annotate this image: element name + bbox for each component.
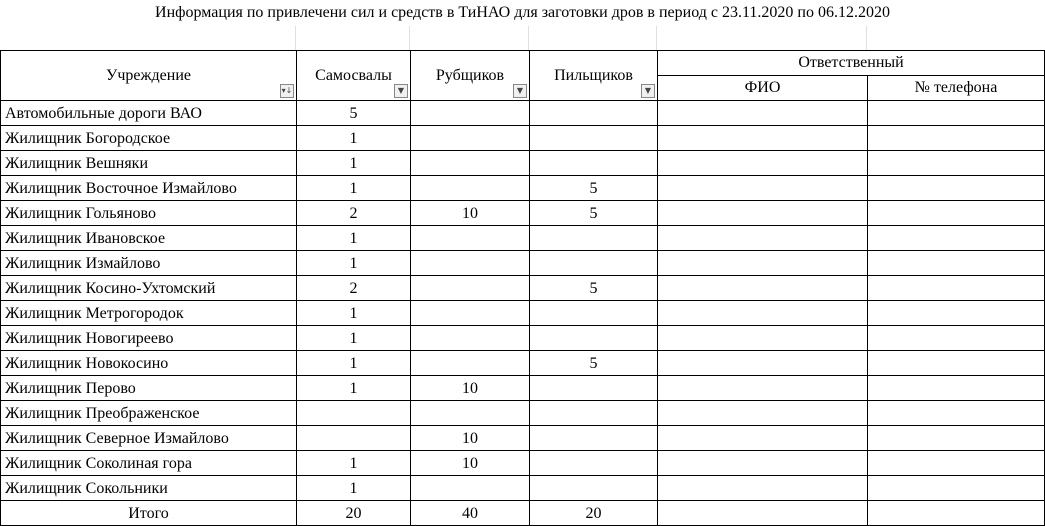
total-fio[interactable]	[658, 501, 868, 526]
cell-chippers[interactable]	[411, 251, 530, 276]
header-phone[interactable]: № телефона	[868, 76, 1045, 101]
cell-fio[interactable]	[658, 226, 868, 251]
cell-sawyers[interactable]	[530, 426, 658, 451]
data-table	[0, 50, 1045, 526]
header-fio[interactable]: ФИО	[658, 76, 868, 101]
cell-chippers[interactable]	[411, 401, 530, 426]
cell-sawyers[interactable]	[530, 451, 658, 476]
cell-trucks[interactable]: 1	[297, 326, 411, 351]
cell-trucks[interactable]: 1	[297, 126, 411, 151]
total-chippers[interactable]: 40	[411, 501, 530, 526]
cell-institution[interactable]: Жилищник Северное Измайлово	[1, 426, 297, 451]
cell-trucks[interactable]: 5	[297, 101, 411, 126]
table-row	[1, 426, 1045, 451]
cell-chippers[interactable]	[411, 151, 530, 176]
cell-sawyers[interactable]	[530, 326, 658, 351]
cell-fio[interactable]	[658, 101, 868, 126]
header-chippers-label: Рубщиков	[435, 66, 505, 84]
cell-institution[interactable]: Жилищник Измайлово	[1, 251, 297, 276]
cell-trucks[interactable]: 1	[297, 301, 411, 326]
cell-trucks[interactable]: 2	[297, 276, 411, 301]
table-row	[1, 326, 1045, 351]
cell-phone[interactable]	[868, 476, 1045, 501]
blank-cell[interactable]	[0, 26, 296, 50]
cell-trucks[interactable]: 2	[297, 201, 411, 226]
table-row	[1, 151, 1045, 176]
cell-phone[interactable]	[868, 326, 1045, 351]
cell-chippers[interactable]	[411, 301, 530, 326]
cell-chippers[interactable]	[411, 176, 530, 201]
cell-sawyers[interactable]	[530, 301, 658, 326]
header-sawyers[interactable]	[530, 51, 658, 101]
cell-trucks[interactable]	[297, 426, 411, 451]
cell-phone[interactable]	[868, 101, 1045, 126]
cell-fio[interactable]	[658, 451, 868, 476]
cell-institution[interactable]: Жилищник Соколиная гора	[1, 451, 297, 476]
cell-institution[interactable]: Жилищник Новогиреево	[1, 326, 297, 351]
blank-cell[interactable]	[529, 26, 657, 50]
cell-fio[interactable]	[658, 151, 868, 176]
cell-sawyers[interactable]	[530, 226, 658, 251]
table-row	[1, 376, 1045, 401]
cell-institution[interactable]: Жилищник Косино-Ухтомский	[1, 276, 297, 301]
cell-institution[interactable]: Жилищник Вешняки	[1, 151, 297, 176]
cell-institution[interactable]: Жилищник Метрогородок	[1, 301, 297, 326]
cell-phone[interactable]	[868, 301, 1045, 326]
cell-chippers[interactable]	[411, 326, 530, 351]
cell-trucks[interactable]: 1	[297, 176, 411, 201]
table-row	[1, 201, 1045, 226]
cell-fio[interactable]	[658, 276, 868, 301]
cell-chippers[interactable]: 10	[411, 451, 530, 476]
table-row	[1, 101, 1045, 126]
cell-sawyers[interactable]	[530, 251, 658, 276]
report-title[interactable]: Информация по привлечени сил и средств в ТиНАО для заготовки дров в период с 23.11.2020 по 06.12.2020	[155, 4, 890, 21]
cell-chippers[interactable]: 10	[411, 426, 530, 451]
blank-cell[interactable]	[867, 26, 1044, 50]
cell-institution[interactable]: Жилищник Ивановское	[1, 226, 297, 251]
total-label[interactable]: Итого	[1, 501, 297, 526]
header-responsible[interactable]: Ответственный	[658, 51, 1045, 76]
cell-chippers[interactable]: 10	[411, 201, 530, 226]
cell-phone[interactable]	[868, 401, 1045, 426]
table-row	[1, 226, 1045, 251]
header-chippers[interactable]	[411, 51, 530, 101]
cell-trucks[interactable]: 1	[297, 251, 411, 276]
cell-fio[interactable]	[658, 476, 868, 501]
cell-chippers[interactable]	[411, 126, 530, 151]
cell-chippers[interactable]	[411, 101, 530, 126]
cell-chippers[interactable]	[411, 276, 530, 301]
cell-sawyers[interactable]	[530, 101, 658, 126]
cell-sawyers[interactable]: 5	[530, 351, 658, 376]
cell-phone[interactable]	[868, 276, 1045, 301]
cell-institution[interactable]: Жилищник Сокольники	[1, 476, 297, 501]
cell-fio[interactable]	[658, 201, 868, 226]
cell-trucks[interactable]: 1	[297, 226, 411, 251]
cell-chippers[interactable]	[411, 476, 530, 501]
header-institution-label: Учреждение	[106, 66, 191, 84]
cell-institution[interactable]: Жилищник Восточное Измайлово	[1, 176, 297, 201]
cell-sawyers[interactable]	[530, 126, 658, 151]
cell-fio[interactable]	[658, 426, 868, 451]
cell-sawyers[interactable]: 5	[530, 176, 658, 201]
header-trucks[interactable]	[297, 51, 411, 101]
cell-institution[interactable]: Автомобильные дороги ВАО	[1, 101, 297, 126]
header-institution[interactable]	[1, 51, 297, 101]
cell-phone[interactable]	[868, 376, 1045, 401]
blank-cell[interactable]	[657, 26, 867, 50]
cell-phone[interactable]	[868, 451, 1045, 476]
blank-cell[interactable]	[296, 26, 410, 50]
cell-phone[interactable]	[868, 226, 1045, 251]
cell-phone[interactable]	[868, 351, 1045, 376]
cell-sawyers[interactable]	[530, 376, 658, 401]
cell-fio[interactable]	[658, 401, 868, 426]
cell-phone[interactable]	[868, 426, 1045, 451]
cell-institution[interactable]: Жилищник Преображенское	[1, 401, 297, 426]
cell-trucks[interactable]: 1	[297, 451, 411, 476]
table-row	[1, 451, 1045, 476]
header-sawyers-label: Пильщиков	[554, 66, 633, 84]
cell-fio[interactable]	[658, 126, 868, 151]
cell-trucks[interactable]	[297, 401, 411, 426]
cell-chippers[interactable]	[411, 351, 530, 376]
cell-phone[interactable]	[868, 251, 1045, 276]
total-trucks[interactable]: 20	[297, 501, 411, 526]
cell-trucks[interactable]: 1	[297, 376, 411, 401]
cell-fio[interactable]	[658, 251, 868, 276]
blank-cell[interactable]	[410, 26, 529, 50]
cell-institution[interactable]: Жилищник Перово	[1, 376, 297, 401]
cell-fio[interactable]	[658, 301, 868, 326]
blank-row	[0, 26, 1045, 50]
cell-sawyers[interactable]	[530, 151, 658, 176]
filter-dropdown-icon[interactable]: ▼	[641, 84, 655, 98]
cell-fio[interactable]	[658, 351, 868, 376]
cell-chippers[interactable]: 10	[411, 376, 530, 401]
cell-trucks[interactable]: 1	[297, 351, 411, 376]
table-row	[1, 251, 1045, 276]
cell-institution[interactable]: Жилищник Богородское	[1, 126, 297, 151]
cell-phone[interactable]	[868, 151, 1045, 176]
cell-phone[interactable]	[868, 126, 1045, 151]
table-row	[1, 351, 1045, 376]
filter-dropdown-icon[interactable]: ▼	[513, 84, 527, 98]
cell-sawyers[interactable]	[530, 476, 658, 501]
cell-fio[interactable]	[658, 176, 868, 201]
cell-phone[interactable]	[868, 176, 1045, 201]
table-row	[1, 126, 1045, 151]
cell-trucks[interactable]: 1	[297, 476, 411, 501]
table-row	[1, 176, 1045, 201]
cell-fio[interactable]	[658, 326, 868, 351]
table-row	[1, 301, 1045, 326]
cell-institution[interactable]: Жилищник Гольяново	[1, 201, 297, 226]
table-row	[1, 276, 1045, 301]
filter-dropdown-icon[interactable]: ▼	[394, 84, 408, 98]
cell-chippers[interactable]	[411, 226, 530, 251]
cell-fio[interactable]	[658, 376, 868, 401]
table-body	[1, 101, 1045, 501]
total-phone[interactable]	[868, 501, 1045, 526]
table-row	[1, 476, 1045, 501]
table-row	[1, 401, 1045, 426]
filter-sort-icon[interactable]: ▾↓	[280, 84, 294, 98]
cell-sawyers[interactable]: 5	[530, 276, 658, 301]
cell-institution[interactable]: Жилищник Новокосино	[1, 351, 297, 376]
header-trucks-label: Самосвалы	[315, 66, 392, 84]
cell-sawyers[interactable]	[530, 401, 658, 426]
cell-phone[interactable]	[868, 201, 1045, 226]
total-sawyers[interactable]: 20	[530, 501, 658, 526]
cell-trucks[interactable]: 1	[297, 151, 411, 176]
total-row	[1, 501, 1045, 526]
cell-sawyers[interactable]: 5	[530, 201, 658, 226]
